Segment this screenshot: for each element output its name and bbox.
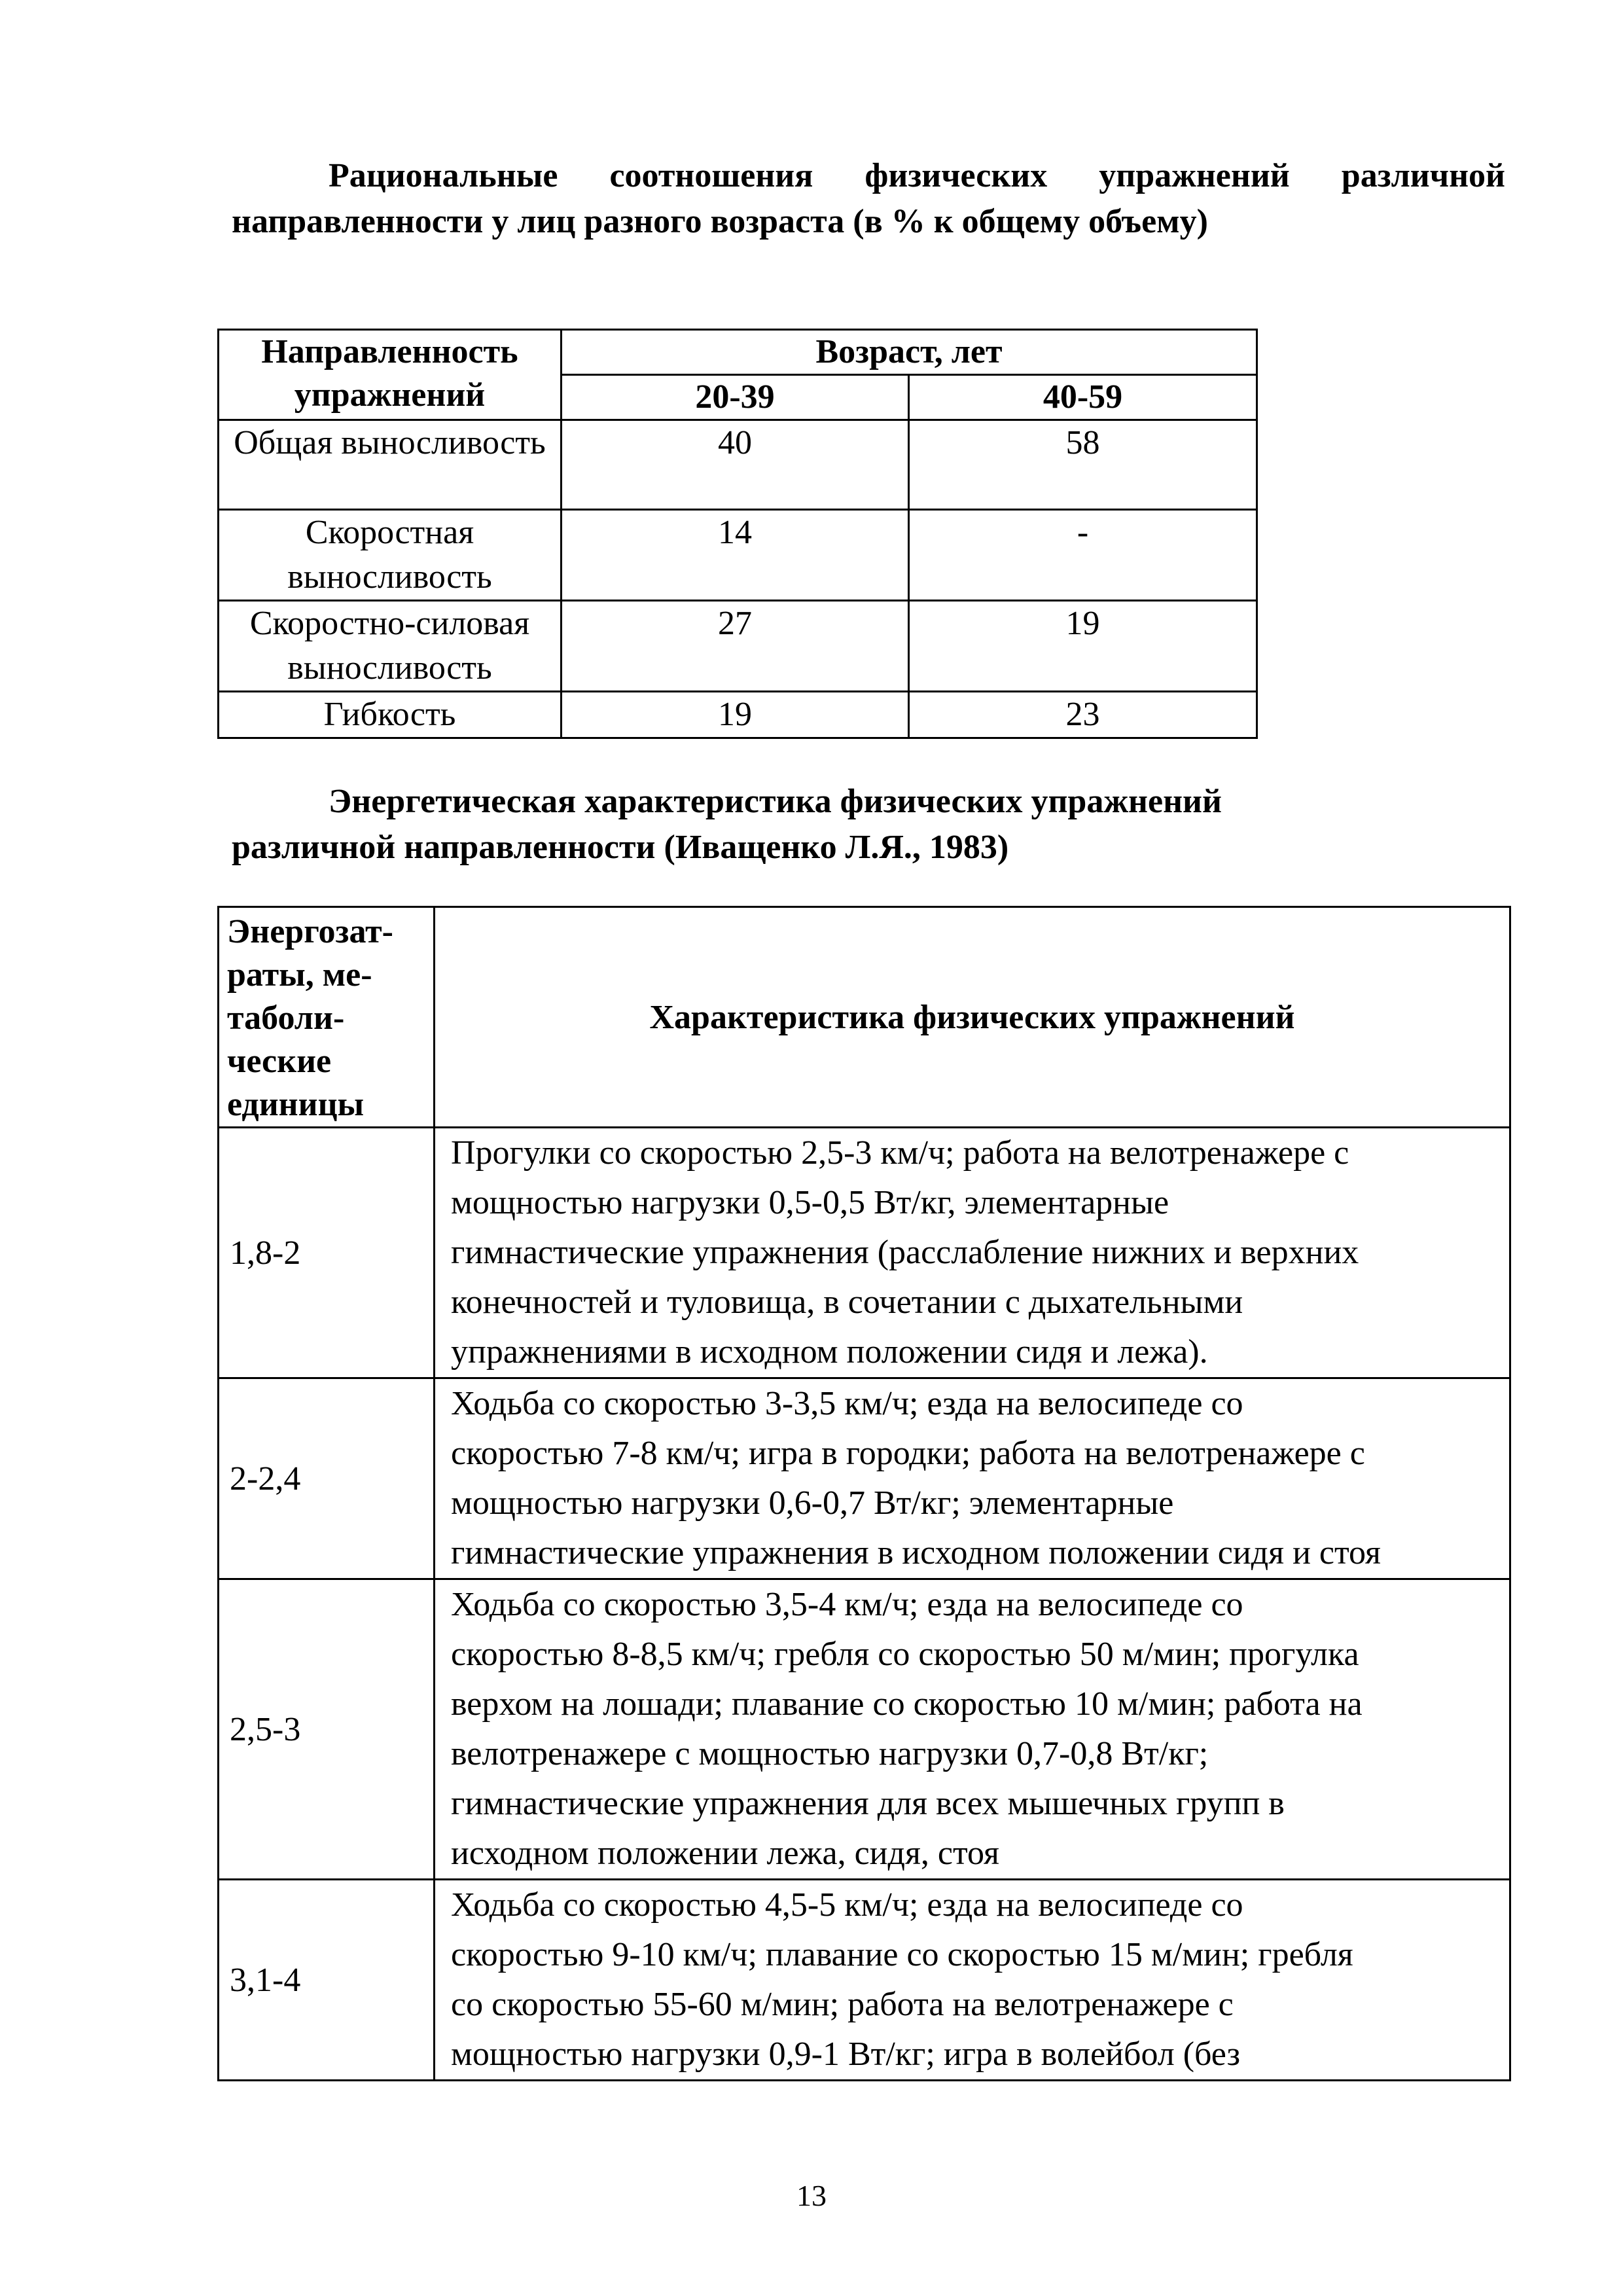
header-age: Возраст, лет [562,330,1257,375]
header-age-group: 40-59 [909,375,1257,420]
table-row [219,1378,1510,1579]
direction-cell: Скоростно-силовая выносливость [219,601,562,692]
table-row [219,692,1257,738]
page-number: 13 [796,2179,827,2212]
table-row [219,1128,1510,1378]
header-characteristic: Характеристика физических упражнений [435,907,1510,1128]
heading-line: направленности у лиц разного возраста (в % к общему объему) [232,203,1208,240]
value-cell: 23 [909,692,1257,738]
value-cell: 14 [562,510,909,601]
energy-cell: 2-2,4 [219,1378,435,1579]
age-ratio-table [217,329,1258,739]
heading-line: Энергетическая характеристика физических упражнений [329,783,1222,820]
value-cell: 19 [909,601,1257,692]
header-age-group: 20-39 [562,375,909,420]
heading-line: Рациональные соотношения физических упражнений различной [329,157,1505,194]
table-row [219,510,1257,601]
value-cell: 27 [562,601,909,692]
energy-cell: 3,1-4 [219,1880,435,2081]
characteristic-cell: Ходьба со скоростью 4,5-5 км/ч; езда на велосипеде со скоростью 9-10 км/ч; плавание со скоростью 15 м/мин; гребля со скоростью 55-60 м/мин; работа на велотренажере с мощностью нагрузки 0,9-1 Вт/кг; игра в волейбол (без [435,1880,1510,2081]
characteristic-cell: Прогулки со скоростью 2,5-3 км/ч; работа на велотренажере с мощностью нагрузки 0,5-0,5 Вт/кг, элементарные гимнастические упражнения (расслабление нижних и верхних конечностей и туловища, в сочетании с дыхательными упражнениями в исходном положении сидя и лежа). [435,1128,1510,1378]
section-heading-ratios [232,153,1505,245]
energy-cell: 2,5-3 [219,1579,435,1880]
heading-line: различной направленности (Иващенко Л.Я., 1983) [232,829,1009,866]
direction-cell: Общая выносливость [219,420,562,510]
section-heading-energy [232,779,1505,870]
direction-cell: Гибкость [219,692,562,738]
value-cell: - [909,510,1257,601]
table-row [219,1579,1510,1880]
characteristic-cell: Ходьба со скоростью 3-3,5 км/ч; езда на велосипеде со скоростью 7-8 км/ч; игра в городки; работа на велотренажере с мощностью нагрузки 0,6-0,7 Вт/кг; элементарные гимнастические упражнения в исходном положении сидя и стоя [435,1378,1510,1579]
header-direction: Направленность упражнений [219,330,562,420]
header-energy: Энергозат- раты, ме- таболи- ческие единицы [219,907,435,1128]
energy-characteristic-table [217,906,1511,2081]
value-cell: 40 [562,420,909,510]
table-row [219,1880,1510,2081]
energy-cell: 1,8-2 [219,1128,435,1378]
value-cell: 58 [909,420,1257,510]
table-row [219,601,1257,692]
table-row [219,420,1257,510]
value-cell: 19 [562,692,909,738]
direction-cell: Скоростная выносливость [219,510,562,601]
characteristic-cell: Ходьба со скоростью 3,5-4 км/ч; езда на велосипеде со скоростью 8-8,5 км/ч; гребля со скоростью 50 м/мин; прогулка верхом на лошади; плавание со скоростью 10 м/мин; работа на велотренажере с мощностью нагрузки 0,7-0,8 Вт/кг; гимнастические упражнения для всех мышечных групп в исходном положении лежа, сидя, стоя [435,1579,1510,1880]
